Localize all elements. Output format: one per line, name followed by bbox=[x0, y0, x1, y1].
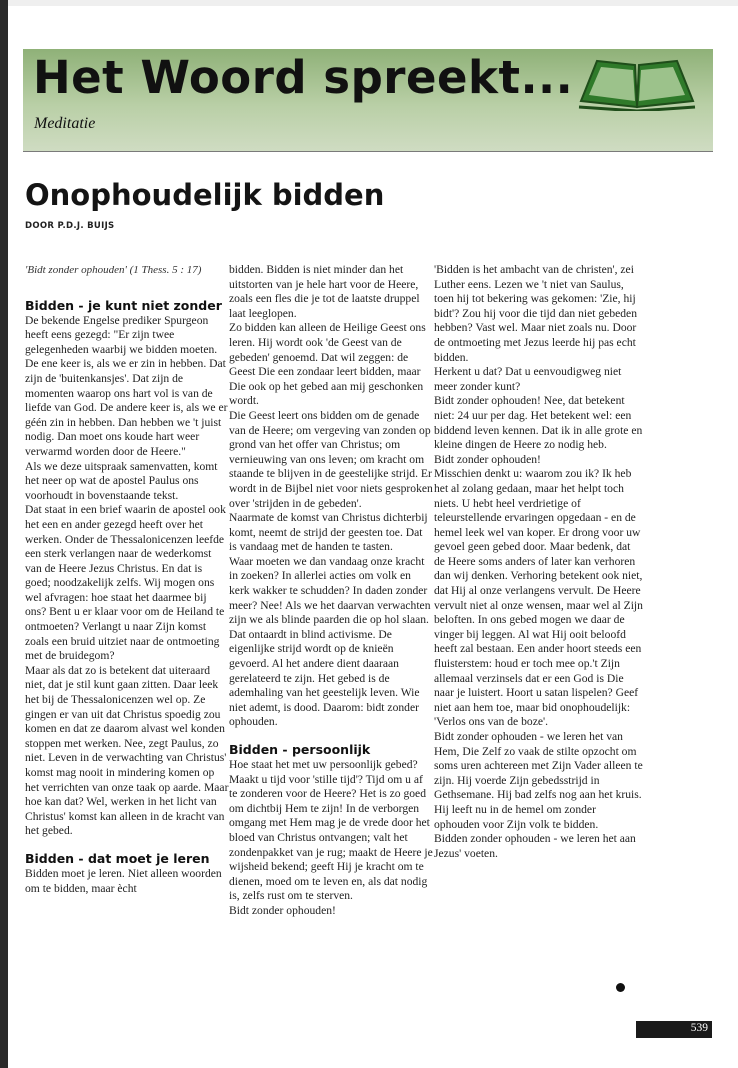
paragraph: Die Geest leert ons bidden om de genade van de Heere; om vergeving van zonden op grond van het offer van Christus; om vernieuwing van ons leven; om kracht om staande te blijven in de geestelijke strijd. Er wordt in de Bijbel niet voor niets gesproken over 'strijden in de gebeden'. bbox=[229, 408, 433, 510]
page-binding-edge bbox=[0, 0, 8, 1068]
text-column-1 bbox=[25, 263, 229, 896]
article-byline: DOOR P.D.J. BUIJS bbox=[25, 221, 115, 231]
paragraph: bidden. Bidden is niet minder dan het uitstorten van je hele hart voor de Heere, zoals een fles die je tot de laatste druppel laat leeglopen. bbox=[229, 263, 420, 320]
paragraph: Misschien denkt u: waarom zou ik? Ik heb het al zolang gedaan, maar het helpt toch niets. U hebt heel verdrietige of teleurstellende ervaringen opgedaan - en de hemel leek wel van koper. Er drong voor uw gevoel geen gebed door. Maar bedenk, dat de Heere soms anders of later kan verhoren dan wij denken. Verhoring betekent ook niet, dat Hij al onze verlangens vervult. De Heere vervult niet al onze wensen, maar wel al Zijn beloften. In ons gebed mogen we daar de vinger bij leggen. Al wat Hij ooit beloofd heeft zal bestaan. Een ander hoort steeds een fluisterstem: houd er toch mee op.'t Zijn allemaal verzinsels dat er een God is Die naar je luistert. Hoort u satan lispelen? Geef niet aan hem toe, maar bid onophoudelijk: 'Verlos ons van de boze'. bbox=[434, 467, 643, 729]
section-heading: Bidden - persoonlijk bbox=[229, 742, 371, 757]
end-of-article-bullet bbox=[616, 983, 625, 992]
paragraph: Bidt zonder ophouden! bbox=[434, 452, 541, 466]
paragraph: 'Bidden is het ambacht van de christen', zei Luther eens. Lezen we 't niet van Saulus, toen hij tot bekering was gekomen: 'Zie, hij bidt'? Zou hij voor die tijd dan niet gebeden hebben? Vast wel. Maar niet zoals nu. Door de ontmoeting met Jezus leerde hij pas echt bidden. bbox=[434, 263, 637, 364]
text-column-2 bbox=[229, 263, 433, 919]
paragraph: Hoe staat het met uw persoonlijk gebed? Maakt u tijd voor 'stille tijd'? Tijd om u af te zonderen voor de Heere? Het is zo goed om dichtbij Hem te zijn! In de verborgen omgang met Hem mag je de vrede door het bloed van Christus ontvangen; valt het zondenpakket van je rug; maakt de Heere je wijsheid bekend; geeft Hij je kracht om te dienen, moed om te leven en, als dat nodig is, zelfs rust om te sterven. bbox=[229, 758, 433, 903]
paragraph: Als we deze uitspraak samenvatten, komt het neer op wat de apostel Paulus ons voorhoudt in bovenstaande tekst. bbox=[25, 459, 218, 502]
page-top-strip bbox=[0, 0, 738, 6]
paragraph: Dat staat in een brief waarin de apostel ook het een en ander gezegd heeft over het werken. Onder de Thessalonicenzen leefde een sterk verlangen naar de wederkomst van de Heere Jezus Christus. En dat is goed; noodzakelijk zelfs. Wij mogen ons wel afvragen: hoe staat het daarmee bij ons? Bent u er klaar voor om de Heiland te ontmoeten? Verlangt u naar Zijn komst zoals een bruid uitziet naar de ontmoeting met de bruidegom? bbox=[25, 503, 226, 663]
page-number: 539 bbox=[690, 1022, 708, 1034]
page-number-bar bbox=[636, 1021, 712, 1038]
paragraph: Naarmate de komst van Christus dichterbij komt, neemt de strijd der geesten toe. Dat is vandaag met de handen te tasten. bbox=[229, 511, 428, 554]
paragraph: Herkent u dat? Dat u eenvoudigweg niet meer zonder kunt? bbox=[434, 365, 622, 393]
paragraph: Waar moeten we dan vandaag onze kracht in zoeken? In allerlei acties om volk en kerk wakker te schudden? In daden zonder meer? Nee! Als we het daarvan verwachten zijn we als blinde paarden die op hol slaan. Dat ontaardt in blind activisme. De eigenlijke strijd wordt op de knieën gevoerd. Al het andere dient daaraan gerelateerd te zijn. Het gebed is de ademhaling van het geestelijk leven. Wie niet ademt, is dood. Daarom: bidt zonder ophouden. bbox=[229, 554, 431, 729]
section-banner bbox=[23, 49, 713, 151]
paragraph: Bidden zonder ophouden - we leren het aan Jezus' voeten. bbox=[434, 832, 636, 860]
section-title: Het Woord spreekt... bbox=[33, 51, 574, 104]
paragraph: De bekende Engelse prediker Spurgeon heeft eens gezegd: "Er zijn twee gelegenheden waarbij we bidden moeten. De ene keer is, als we er zin in hebben. Dat zijn de 'buitenkansjes'. Dat zijn de momenten waarop ons hart vol is van de liefde van God. De andere keer is, als we er géén zin in hebben. Dan hebben we 't juist nodig. Dan moet ons koude hart weer verwarmd worden door de Heere." bbox=[25, 313, 228, 458]
paragraph: Zo bidden kan alleen de Heilige Geest ons leren. Hij wordt ook 'de Geest van de gebeden' genoemd. Dat wil zeggen: de Geest Die een zondaar leert bidden, maar Die ook op het gebed aan mij geschonken wordt. bbox=[229, 321, 426, 408]
paragraph: Bidden moet je leren. Niet alleen woorden om te bidden, maar ècht bbox=[25, 866, 222, 895]
paragraph: Bidt zonder ophouden! bbox=[229, 903, 336, 917]
paragraph: Bidt zonder ophouden! Nee, dat betekent niet: 24 uur per dag. Het betekent wel: een biddend leven kennen. Dat ik in alle grote en kleine dingen de Heere zo nodig heb. bbox=[434, 394, 643, 452]
text-column-3 bbox=[434, 263, 644, 861]
section-heading: Bidden - dat moet je leren bbox=[25, 850, 210, 866]
paragraph: Bidt zonder ophouden - we leren het van Hem, Die Zelf zo vaak de stilte opzocht om soms uren achtereen met Zijn Vader alleen te zijn. Hij voerde Zijn gebedsstrijd in Gethsemane. Hij bad zelfs nog aan het kruis. Hij leeft nu in de hemel om zonder ophouden voor Zijn volk te bidden. bbox=[434, 730, 643, 831]
scripture-quote: 'Bidt zonder ophouden' (1 Thess. 5 : 17) bbox=[25, 264, 202, 276]
open-book-icon bbox=[577, 55, 697, 111]
article-title: Onophoudelijk bidden bbox=[25, 178, 385, 212]
section-heading: Bidden - je kunt niet zonder bbox=[25, 297, 222, 313]
banner-divider bbox=[23, 151, 713, 152]
section-subtitle: Meditatie bbox=[34, 115, 96, 132]
paragraph: Maar als dat zo is betekent dat uiteraard niet, dat je stil kunt gaan zitten. Daar leek het bij de Thessalonicenzen wel op. Ze gingen er van uit dat Christus spoedig zou komen en dat ze daarom alvast wel konden stoppen met werken. Nee, zegt Paulus, zo niet. Leven in de verwachting van Christus' komst mag nooit in mindering komen op het verrichten van onze taak op aarde. Maar hoe kan dat? Wel, werken in het licht van Christus' komst kan alleen in de kracht van het gebed. bbox=[25, 663, 229, 838]
